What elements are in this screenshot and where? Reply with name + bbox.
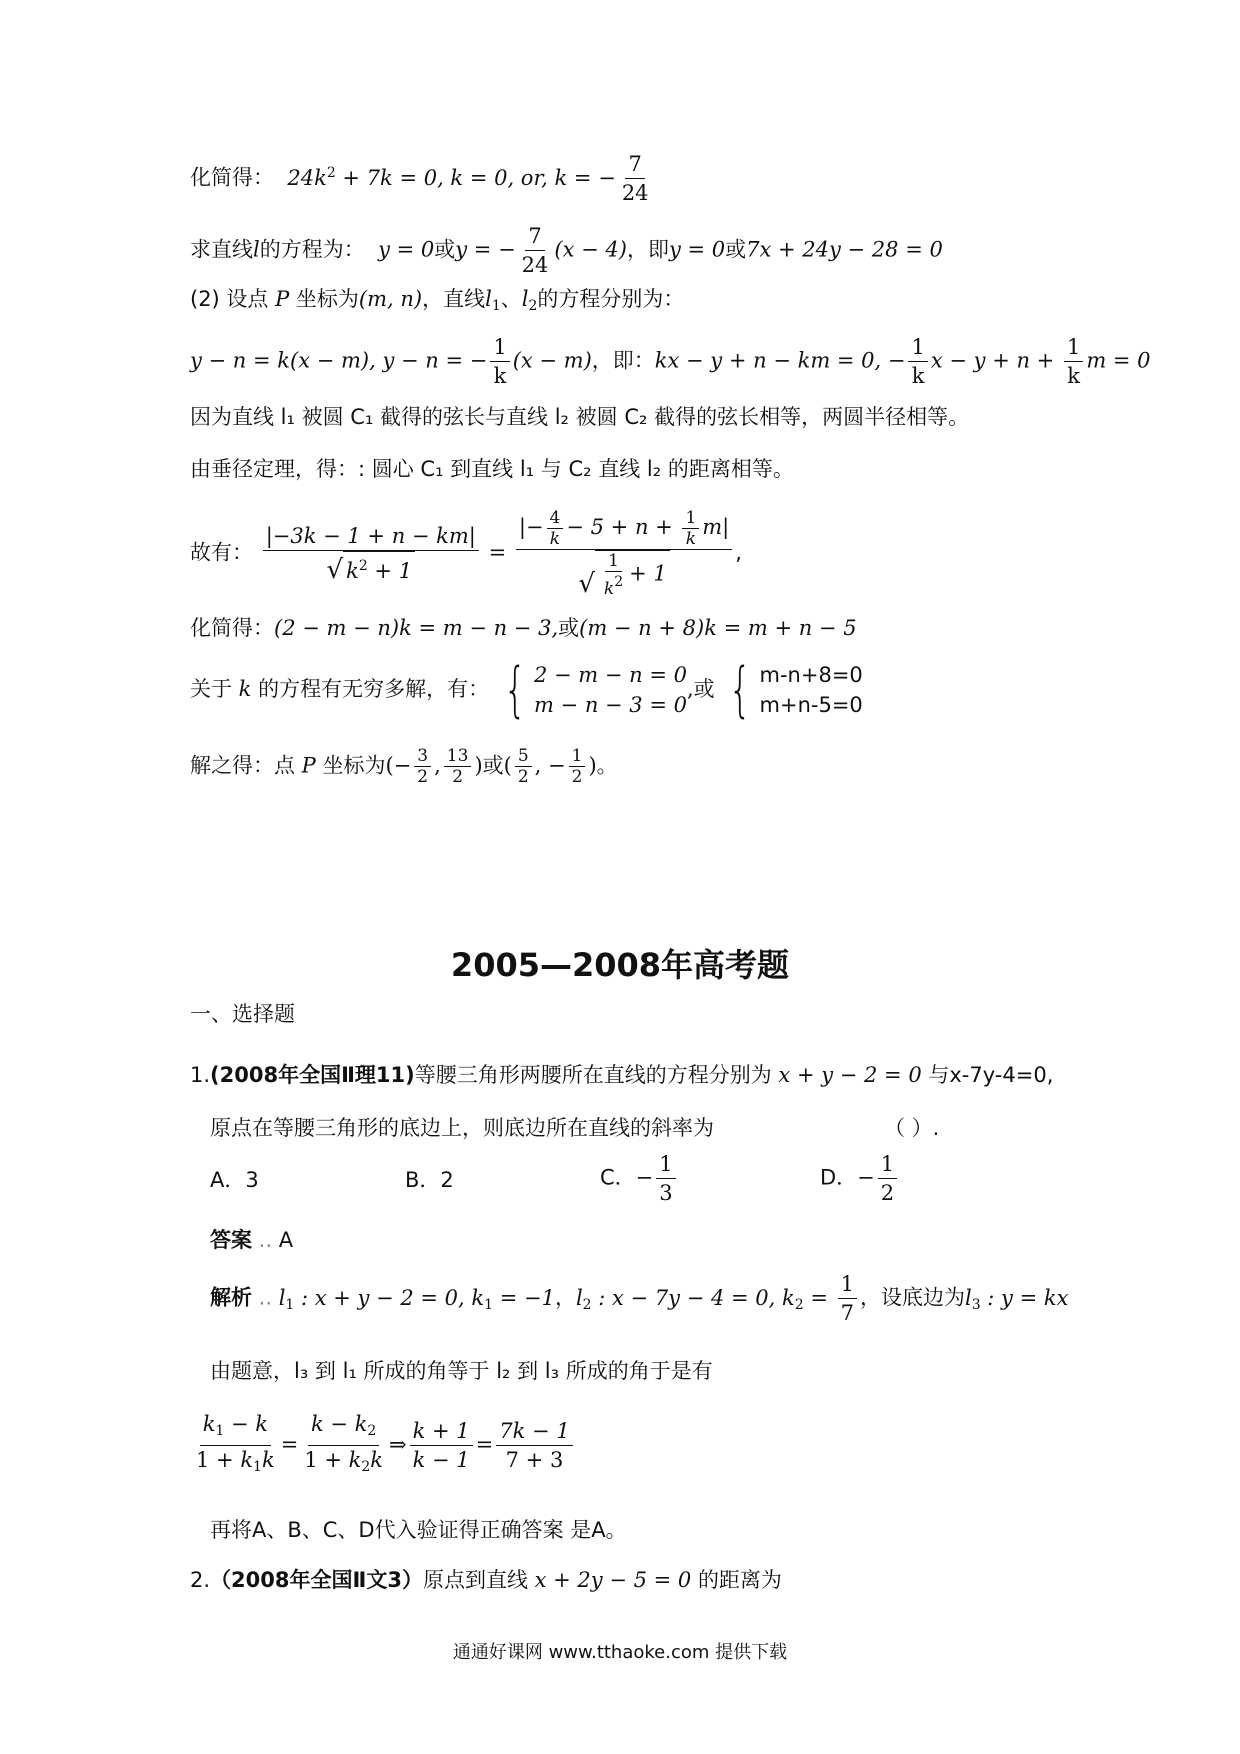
label: 原点到直线 <box>422 1568 528 1592</box>
question-2: 2.（2008年全国Ⅱ文3）原点到直线 x + 2y − 5 = 0 的距离为 <box>190 1568 782 1592</box>
label: 坐标为 <box>295 287 359 311</box>
label: 或 <box>482 753 504 778</box>
label: 。 <box>596 753 618 778</box>
label: 坐标为 <box>322 753 386 778</box>
label: 的方程为： <box>259 237 365 262</box>
label: ，直线 <box>422 287 486 311</box>
perpendicular-theorem-statement: 由垂径定理，得：: 圆心 C₁ 到直线 l₁ 与 C₂ 直线 l₂ 的距离相等。 <box>190 457 794 481</box>
label: 与 <box>928 1063 950 1087</box>
system-of-equations: 关于 k 的方程有无穷多解，有： { 2 − m − n = 0 m − n − 3 = 0 ,或 { m-n+8=0 m+n-5=0 <box>190 655 863 725</box>
label: （ ）. <box>884 1116 940 1140</box>
label: 的距离为 <box>697 1568 782 1592</box>
equation: m+n-5=0 <box>759 693 863 717</box>
question-source: (2008年全国Ⅱ理11) <box>210 1063 415 1087</box>
question-number: 2. <box>190 1568 211 1592</box>
distance-equation: 故有： |−3k − 1 + n − km| √ $k^2 + 1$ = |− $\frac{4}{k}$ − 5 + n + $\frac{1}{k}$ m| √ $\frac{1}{k^2}$ + 1 , <box>190 508 742 599</box>
reasoning-line: 由题意，l₃ 到 l₁ 所成的角等于 l₂ 到 l₃ 所成的角于是有 <box>210 1359 713 1383</box>
label: 或 <box>725 237 747 262</box>
equation: x-7y-4=0, <box>949 1063 1054 1087</box>
line-equations: y − n = k(x − m), y − n = − $\frac{1}{k}$ (x − m)，即：kx − y + n − km = 0, − $\frac{1}{k}$ x − y + n + $\frac{1}{k}$ m = 0 <box>190 335 1151 388</box>
label: 原点在等腰三角形的底边上，则底边所在直线的斜率为 <box>210 1116 714 1140</box>
label: 化简得： <box>190 616 274 640</box>
question-number: 1. <box>190 1063 211 1087</box>
question-1-line-2 <box>210 1114 939 1142</box>
option-a[interactable]: A．3 <box>210 1168 259 1192</box>
answer: 答案 .. A <box>210 1228 294 1252</box>
option-label: C． <box>600 1165 636 1190</box>
question-source: （2008年全国Ⅱ文3） <box>210 1568 423 1592</box>
label: 、 <box>500 287 522 311</box>
answer-value: A <box>278 1228 294 1252</box>
label: 的方程有无穷多解，有： <box>258 677 490 701</box>
solution-point: 解之得：点 P 坐标为(− $\frac{3}{2}$ , $\frac{13}{2}$ )或( $\frac{5}{2}$ , − $\frac{1}{2}$ )。 <box>190 746 618 787</box>
label: 等腰三角形两腰所在直线的方程分别为 <box>414 1063 772 1087</box>
equation: m-n+8=0 <box>759 663 863 687</box>
label: 或 <box>693 677 715 701</box>
section-title: 一、选择题 <box>190 1002 295 1026</box>
option-c[interactable]: C．− $\frac{1}{3}$ <box>600 1150 679 1207</box>
label: ，即： <box>591 348 655 373</box>
label: 关于 <box>190 677 232 701</box>
question-1: 1.(2008年全国Ⅱ理11)等腰三角形两腰所在直线的方程分别为 x + y − 2 = 0 与x-7y-4=0, <box>190 1063 1054 1087</box>
chord-equality-statement: 因为直线 l₁ 被圆 C₁ 截得的弦长与直线 l₂ 被圆 C₂ 截得的弦长相等，两圆半径相等。 <box>190 405 970 429</box>
angle-formula: $\frac{k_1 - k}{1 + k_1k}$ = $\frac{k - k_2}{1 + k_2k}$ ⇒ $\frac{k + 1}{k - 1}$ = $\frac{7k - 1}{7 + 3}$ <box>190 1410 576 1481</box>
label: 解之得：点 <box>190 753 295 778</box>
verification-line: 再将A、B、C、D代入验证得正确答案 是A。 <box>210 1518 627 1542</box>
label: ，即 <box>626 237 669 262</box>
part-2-setup: (2) 设点 P 坐标为(m, n)，直线$l_1$、$l_2$的方程分别为： <box>190 287 685 314</box>
label: 或 <box>434 237 456 262</box>
line-equation-result: 求直线l的方程为： y = 0或y = − $\frac{7}{24}$ (x − 4)，即y = 0或7x + 24y − 28 = 0 <box>190 224 943 277</box>
label: 求直线 <box>190 237 253 262</box>
solution: 解析 .. $l_1$ : x + y − 2 = 0, $k_1 = -1$，$l_2$ : x − 7y − 4 = 0, $k_2$ = $\frac{1}{7}$ ，设底边为$l_3$ : y = kx <box>210 1272 1069 1325</box>
label: 故有： <box>190 540 253 565</box>
simplify-line-2: 化简得：(2 − m − n)k = m − n − 3,或(m − n + 8)k = m + n − 5 <box>190 616 857 640</box>
label: (2) 设点 <box>190 287 269 311</box>
label: 或 <box>558 616 580 640</box>
option-d[interactable]: D．− $\frac{1}{2}$ <box>820 1150 900 1207</box>
section-heading: 2005—2008年高考题 <box>450 946 790 984</box>
answer-label: 答案 <box>210 1228 252 1252</box>
label: 化简得： <box>190 165 274 190</box>
label: ，设底边为 <box>859 1285 965 1310</box>
label: 的方程分别为： <box>537 287 685 311</box>
option-b[interactable]: B．2 <box>405 1168 454 1192</box>
solution-label: 解析 <box>210 1285 252 1310</box>
simplify-line-1: 化简得： $24k^2 + 7k = 0$, k = 0, or, k = − $\frac{7}{24}$ <box>190 152 649 205</box>
page-footer: 通通好课网 www.tthaoke.com 提供下载 <box>452 1642 788 1663</box>
option-label: D． <box>820 1165 858 1190</box>
